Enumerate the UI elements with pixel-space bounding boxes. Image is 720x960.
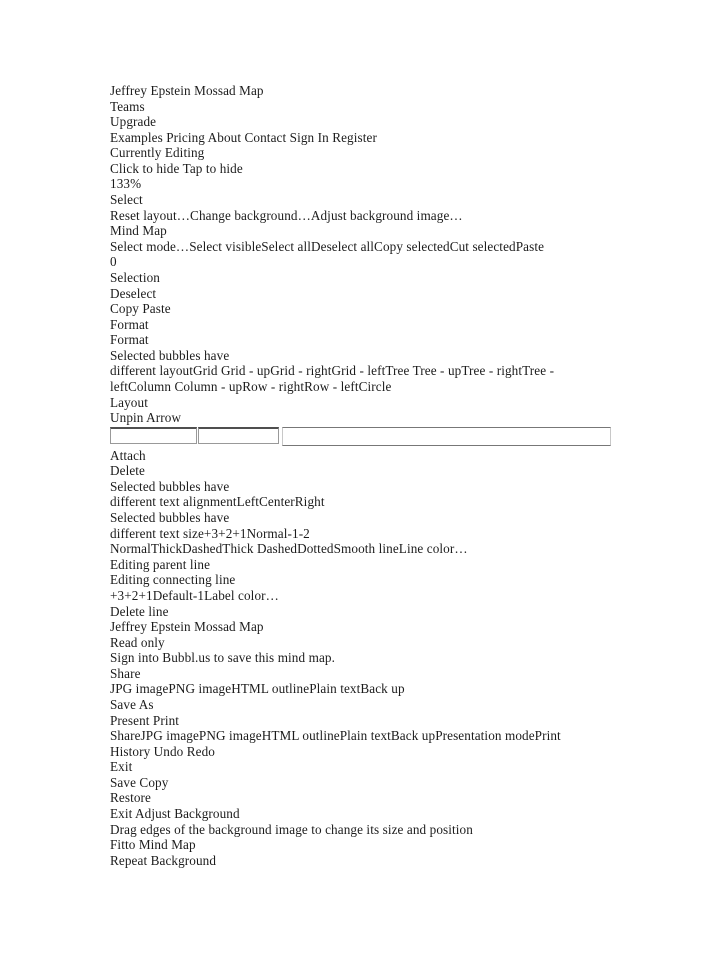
deselect-button[interactable]: Deselect <box>110 285 157 301</box>
signin-message: Sign into Bubbl.us to save this mind map. <box>110 650 335 666</box>
history-undo-redo-buttons[interactable]: History Undo Redo <box>110 743 215 759</box>
share-export-options[interactable]: ShareJPG imagePNG imageHTML outlinePlain textBack upPresentation modePrint <box>110 728 561 744</box>
hide-hints-buttons[interactable]: Click to hide Tap to hide <box>110 160 243 176</box>
restore-button[interactable]: Restore <box>110 790 151 806</box>
edit-text-input-1[interactable] <box>110 427 197 444</box>
delete-button[interactable]: Delete <box>110 463 146 479</box>
edit-text-input-wide[interactable] <box>282 427 611 446</box>
share-button[interactable]: Share <box>110 665 141 681</box>
layout-options-line-2[interactable]: leftColumn Column - upRow - rightRow - leftCircle <box>110 378 392 394</box>
teams-link[interactable]: Teams <box>110 98 145 114</box>
repeat-background-button[interactable]: Repeat Background <box>110 852 217 868</box>
bubble-edit-input-row <box>110 426 618 448</box>
editing-parent-line-label: Editing parent line <box>110 556 211 572</box>
zoom-level: 133% <box>110 176 142 192</box>
upgrade-link[interactable]: Upgrade <box>110 114 157 130</box>
canvas-menu-items[interactable]: Reset layout…Change background…Adjust background image… <box>110 207 463 223</box>
selected-bubbles-note-2: Selected bubbles have <box>110 478 230 494</box>
layout-label: Layout <box>110 394 148 410</box>
save-copy-button[interactable]: Save Copy <box>110 774 169 790</box>
present-print-buttons[interactable]: Present Print <box>110 712 180 728</box>
editing-connecting-line-label: Editing connecting line <box>110 572 236 588</box>
currently-editing-label: Currently Editing <box>110 145 205 161</box>
line-style-options[interactable]: NormalThickDashedThick DashedDottedSmooth lineLine color… <box>110 541 468 557</box>
layout-options-line-1[interactable]: different layoutGrid Grid - upGrid - rightGrid - leftTree Tree - upTree - rightTree - <box>110 363 555 379</box>
exit-adjust-background-buttons[interactable]: Exit Adjust Background <box>110 806 240 822</box>
text-alignment-options[interactable]: different text alignmentLeftCenterRight <box>110 494 325 510</box>
mind-map-label: Mind Map <box>110 223 167 239</box>
edit-text-input-2[interactable] <box>198 427 279 444</box>
read-only-label: Read only <box>110 634 165 650</box>
map-title[interactable]: Jeffrey Epstein Mossad Map <box>110 83 264 98</box>
fit-to-mind-map-button[interactable]: Fitto Mind Map <box>110 837 196 853</box>
attach-button[interactable]: Attach <box>110 447 146 463</box>
unpin-arrow-buttons[interactable]: Unpin Arrow <box>110 410 182 426</box>
exit-button[interactable]: Exit <box>110 759 133 775</box>
label-style-options[interactable]: +3+2+1Default-1Label color… <box>110 587 279 603</box>
delete-line-button[interactable]: Delete line <box>110 603 169 619</box>
export-options[interactable]: JPG imagePNG imageHTML outlinePlain textBack up <box>110 681 405 697</box>
format-label: Format <box>110 316 149 332</box>
selected-bubbles-note-3: Selected bubbles have <box>110 510 230 526</box>
map-title-footer: Jeffrey Epstein Mossad Map <box>110 619 264 635</box>
format-label-2: Format <box>110 332 149 348</box>
select-button[interactable]: Select <box>110 192 143 208</box>
select-menu-items[interactable]: Select mode…Select visibleSelect allDeselect allCopy selectedCut selectedPaste <box>110 238 545 254</box>
selection-label: Selection <box>110 269 160 285</box>
nav-links[interactable]: Examples Pricing About Contact Sign In Register <box>110 129 377 145</box>
text-size-options[interactable]: different text size+3+2+1Normal-1-2 <box>110 525 310 541</box>
selection-count: 0 <box>110 254 117 270</box>
text-content <box>110 83 618 868</box>
selected-bubbles-note: Selected bubbles have <box>110 347 230 363</box>
copy-paste-buttons[interactable]: Copy Paste <box>110 301 171 317</box>
drag-edges-hint: Drag edges of the background image to change its size and position <box>110 821 473 837</box>
save-as-button[interactable]: Save As <box>110 696 154 712</box>
